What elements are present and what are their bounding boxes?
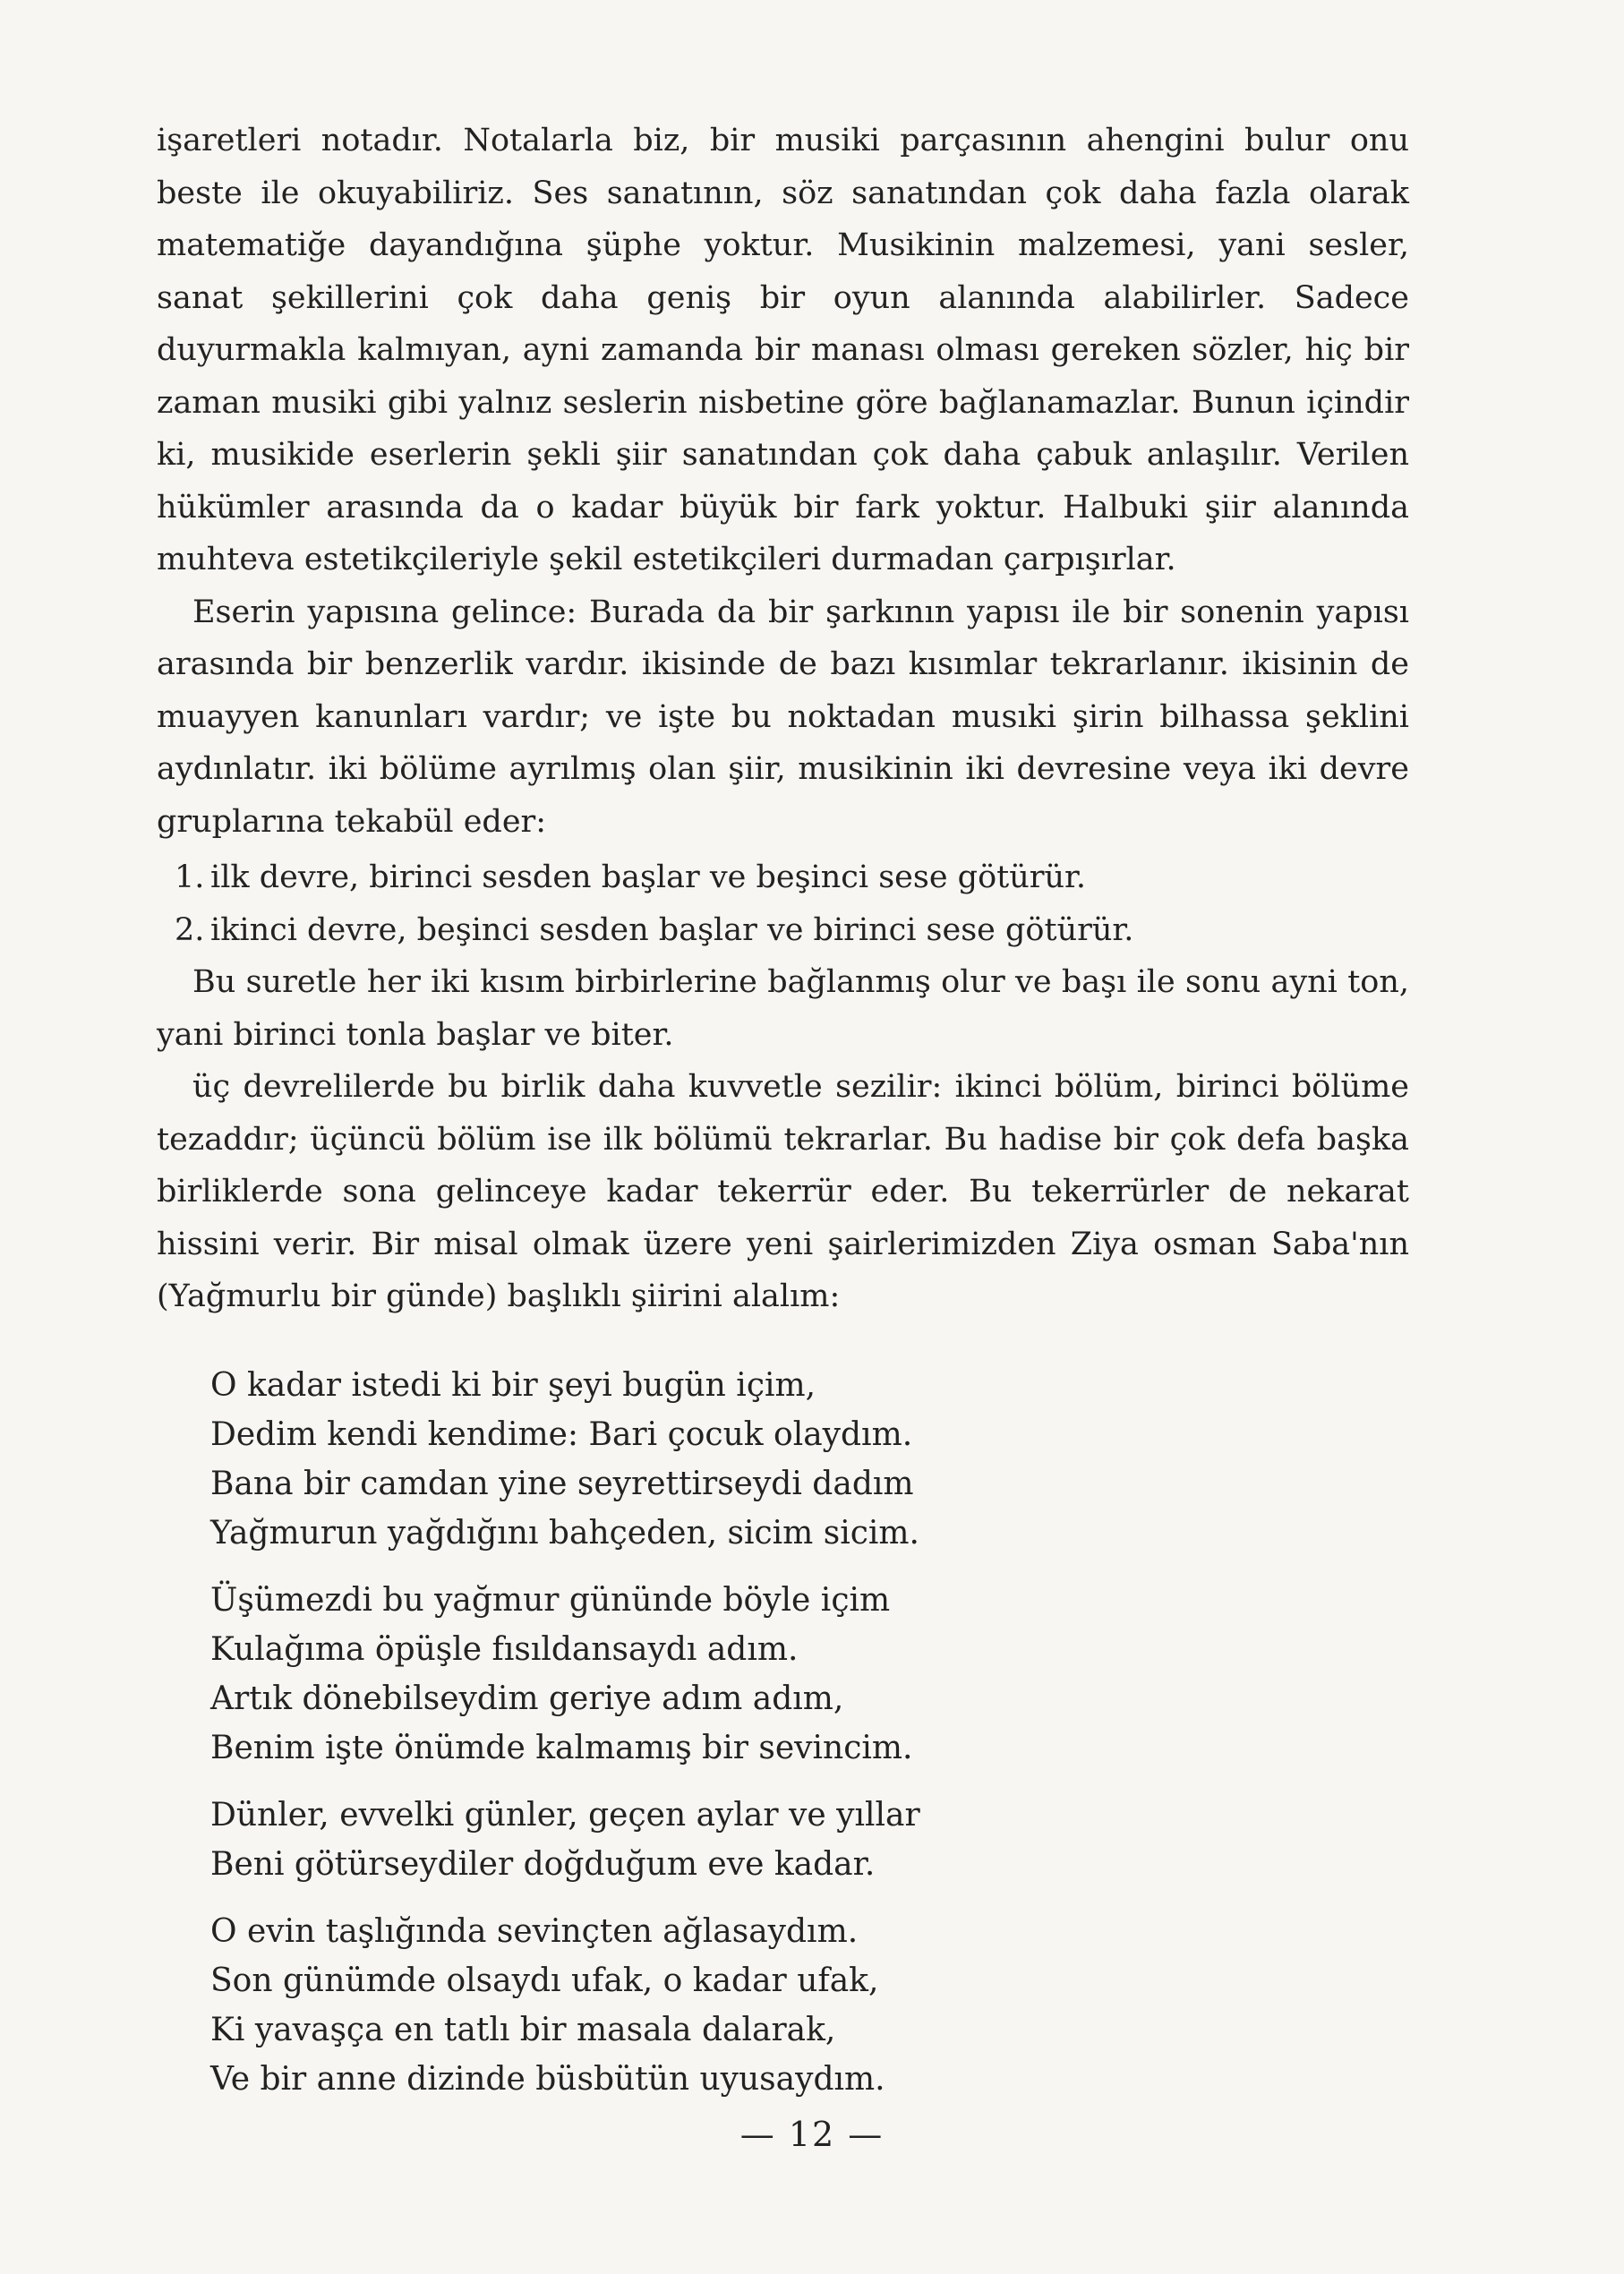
poem-stanza-4 [210, 1907, 1409, 2104]
page-number: — 12 — [739, 2115, 885, 2154]
list-item [157, 851, 1409, 904]
poem-line: Kulağıma öpüşle fısıldansaydı adım. [210, 1630, 799, 1668]
poem [210, 1361, 1409, 2104]
poem-line: Üşümezdi bu yağmur gününde böyle içim [210, 1581, 891, 1619]
list-item-number: 1. [175, 859, 205, 895]
poem-line: Son günümde olsaydı ufak, o kadar ufak, [210, 1962, 879, 1999]
poem-stanza-3 [210, 1791, 1409, 1889]
poem-line: Yağmurun yağdığını bahçeden, sicim sicim. [210, 1514, 919, 1552]
poem-line: Dedim kendi kendime: Bari çocuk olaydım. [210, 1415, 913, 1453]
list-item [157, 904, 1409, 957]
poem-line: Ve bir anne dizinde büsbütün uyusaydım. [210, 2060, 885, 2098]
poem-stanza-2 [210, 1576, 1409, 1773]
poem-line: Benim işte önümde kalmamış bir sevincim. [210, 1729, 913, 1766]
paragraph-4: üç devrelilerde bu birlik daha kuvvetle sezilir: ikinci bölüm, birinci bölüme tezaddır; üçüncü bölüm ise ilk bölümü tekrarlar. Bu hadise bir çok defa başka birliklerde sona gelinceye kadar tekerrür eder. Bu tekerrürler de nekarat hissini verir. Bir misal olmak üzere yeni şairlerimizden Ziya osman Saba'nın (Yağmurlu bir günde) başlıklı şiirini alalım: [157, 1069, 1409, 1314]
poem-line: O evin taşlığında sevinçten ağlasaydım. [210, 1912, 859, 1950]
paragraph-1: işaretleri notadır. Notalarla biz, bir musiki parçasının ahengini bulur onu beste ile okuyabiliriz. Ses sanatının, söz sanatından çok daha fazla olarak matematiğe dayandığına şüphe yoktur. Musikinin malzemesi, yani sesler, sanat şekillerini çok daha geniş bir oyun alanında alabilirler. Sadece duyurmakla kalmıyan, ayni zamanda bir manası olması gereken sözler, hiç bir zaman musiki gibi yalnız seslerin nisbetine göre bağlanamazlar. Bunun içindir ki, musikide eserlerin şekli şiir sanatından çok daha çabuk anlaşılır. Verilen hükümler arasında da o kadar büyük bir fark yoktur. Halbuki şiir alanında muhteva estetikçileriyle şekil estetikçileri durmadan çarpışırlar. [157, 123, 1409, 577]
poem-line: Bana bir camdan yine seyrettirseydi dadım [210, 1465, 914, 1502]
poem-line: Artık dönebilseydim geriye adım adım, [210, 1680, 844, 1717]
poem-line: Ki yavaşça en tatlı bir masala dalarak, [210, 2011, 836, 2048]
devre-list [157, 851, 1409, 956]
body-text [157, 115, 1409, 1323]
poem-line: O kadar istedi ki bir şeyi bugün içim, [210, 1366, 816, 1404]
list-item-number: 2. [175, 911, 205, 948]
list-item-text: ilk devre, birinci sesden başlar ve beşinci sese götürür. [210, 859, 1087, 895]
poem-line: Dünler, evvelki günler, geçen aylar ve yıllar [210, 1796, 920, 1834]
paragraph-2: Eserin yapısına gelince: Burada da bir şarkının yapısı ile bir sonenin yapısı arasında bir benzerlik vardır. ikisinde de bazı kısımlar tekrarlanır. ikisinin de muayyen kanunları vardır; ve işte bu noktadan musıki şirin bilhassa şeklini aydınlatır. iki bölüme ayrılmış olan şiir, musikinin iki devresine veya iki devre gruplarına tekabül eder: [157, 594, 1409, 840]
list-item-text: ikinci devre, beşinci sesden başlar ve birinci sese götürür. [210, 911, 1134, 948]
poem-stanza-1 [210, 1361, 1409, 1558]
poem-line: Beni götürseydiler doğduğum eve kadar. [210, 1845, 876, 1883]
paragraph-3: Bu suretle her iki kısım birbirlerine bağlanmış olur ve başı ile sonu ayni ton, yani birinci tonla başlar ve biter. [157, 964, 1409, 1053]
